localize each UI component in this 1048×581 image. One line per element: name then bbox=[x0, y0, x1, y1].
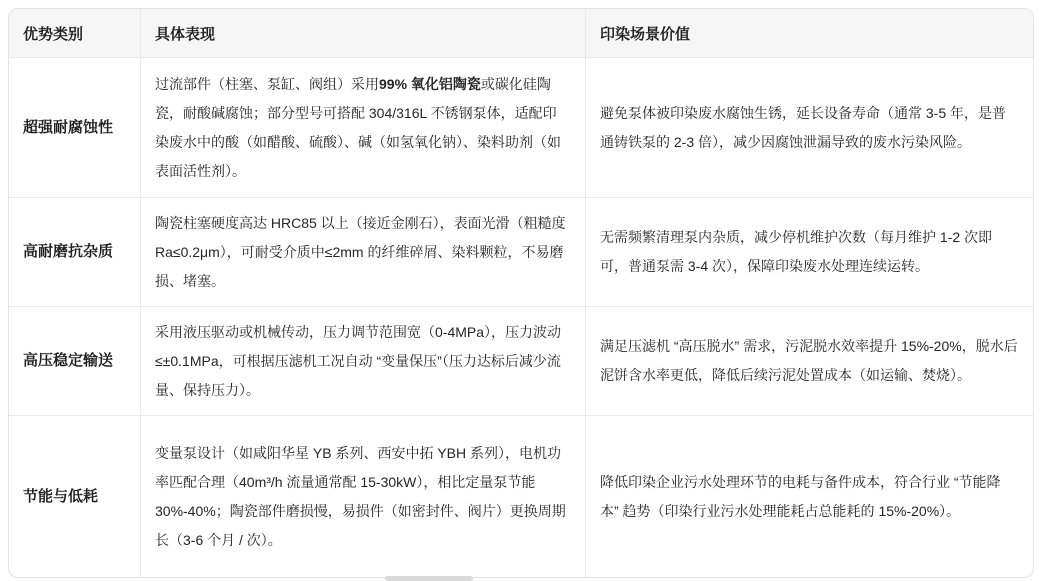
header-cell-value: 印染场景价值 bbox=[600, 25, 691, 43]
detail-bold-text: 99% 氧化铝陶瓷 bbox=[379, 75, 481, 92]
table-row bbox=[9, 416, 1033, 577]
horizontal-scrollbar-thumb[interactable] bbox=[385, 576, 473, 581]
category-label: 高压稳定输送 bbox=[23, 352, 114, 369]
value-text: 降低印染企业污水处理环节的电耗与备件成本，符合行业 “节能降本” 趋势（印染行业污水处理能耗占总能耗的 15%-20%）。 bbox=[600, 473, 1001, 519]
category-label: 超强耐腐蚀性 bbox=[23, 118, 114, 136]
header-cell-detail: 具体表现 bbox=[141, 9, 586, 57]
detail-cell bbox=[141, 416, 586, 577]
table-row bbox=[9, 307, 1033, 416]
category-label: 高耐磨抗杂质 bbox=[23, 243, 114, 260]
value-cell bbox=[586, 307, 1033, 415]
category-cell bbox=[9, 307, 141, 415]
category-cell bbox=[9, 198, 141, 306]
header-cell-category: 优势类别 bbox=[9, 9, 141, 57]
value-text: 无需频繁清理泵内杂质，减少停机维护次数（每月维护 1-2 次即可，普通泵需 3-4 次），保障印染废水处理连续运转。 bbox=[600, 229, 993, 274]
detail-text: 采用液压驱动或机械传动，压力调节范围宽（0-4MPa），压力波动≤±0.1MPa，可根据压滤机工况自动 “变量保压”（压力达标后减少流量、保持压力）。 bbox=[155, 323, 562, 398]
detail-cell bbox=[141, 58, 586, 197]
detail-text: 陶瓷柱塞硬度高达 HRC85 以上（接近金刚石），表面光滑（粗糙度 Ra≤0.2μm），可耐受介质中≤2mm 的纤维碎屑、染料颗粒，不易磨损、堵塞。 bbox=[155, 214, 566, 289]
category-cell bbox=[9, 58, 141, 197]
detail-text: 变量泵设计（如咸阳华星 YB 系列、西安中拓 YBH 系列），电机功率匹配合理（40m³/h 流量通常配 15-30kW），相比定量泵节能 30%-40%；陶瓷部件磨损慢，易损件（如密封件、阀片）更换周期长（3-6 个月 / 次）。 bbox=[155, 444, 566, 548]
value-text: 避免泵体被印染废水腐蚀生锈，延长设备寿命（通常 3-5 年，是普通铸铁泵的 2-3 倍），减少因腐蚀泄漏导致的废水污染风险。 bbox=[600, 104, 1007, 150]
table-row bbox=[9, 58, 1033, 198]
value-cell bbox=[586, 58, 1033, 197]
table-row bbox=[9, 198, 1033, 307]
value-text: 满足压滤机 “高压脱水” 需求，污泥脱水效率提升 15%-20%，脱水后泥饼含水率更低，降低后续污泥处置成本（如运输、焚烧）。 bbox=[600, 338, 1018, 383]
category-label: 节能与低耗 bbox=[23, 487, 99, 505]
detail-text: 过流部件（柱塞、泵缸、阀组）采用99% 氧化铝陶瓷或碳化硅陶瓷，耐酸碱腐蚀；部分型号可搭配 304/316L 不锈钢泵体，适配印染废水中的酸（如醋酸、硫酸）、碱（如氢氧化钠）、染料助剂（如表面活性剂）。 bbox=[155, 75, 561, 179]
table-header-row bbox=[9, 9, 1033, 58]
category-cell bbox=[9, 416, 141, 577]
detail-cell bbox=[141, 307, 586, 415]
value-cell bbox=[586, 416, 1033, 577]
value-cell bbox=[586, 198, 1033, 306]
advantages-table bbox=[8, 8, 1034, 578]
detail-cell bbox=[141, 198, 586, 306]
